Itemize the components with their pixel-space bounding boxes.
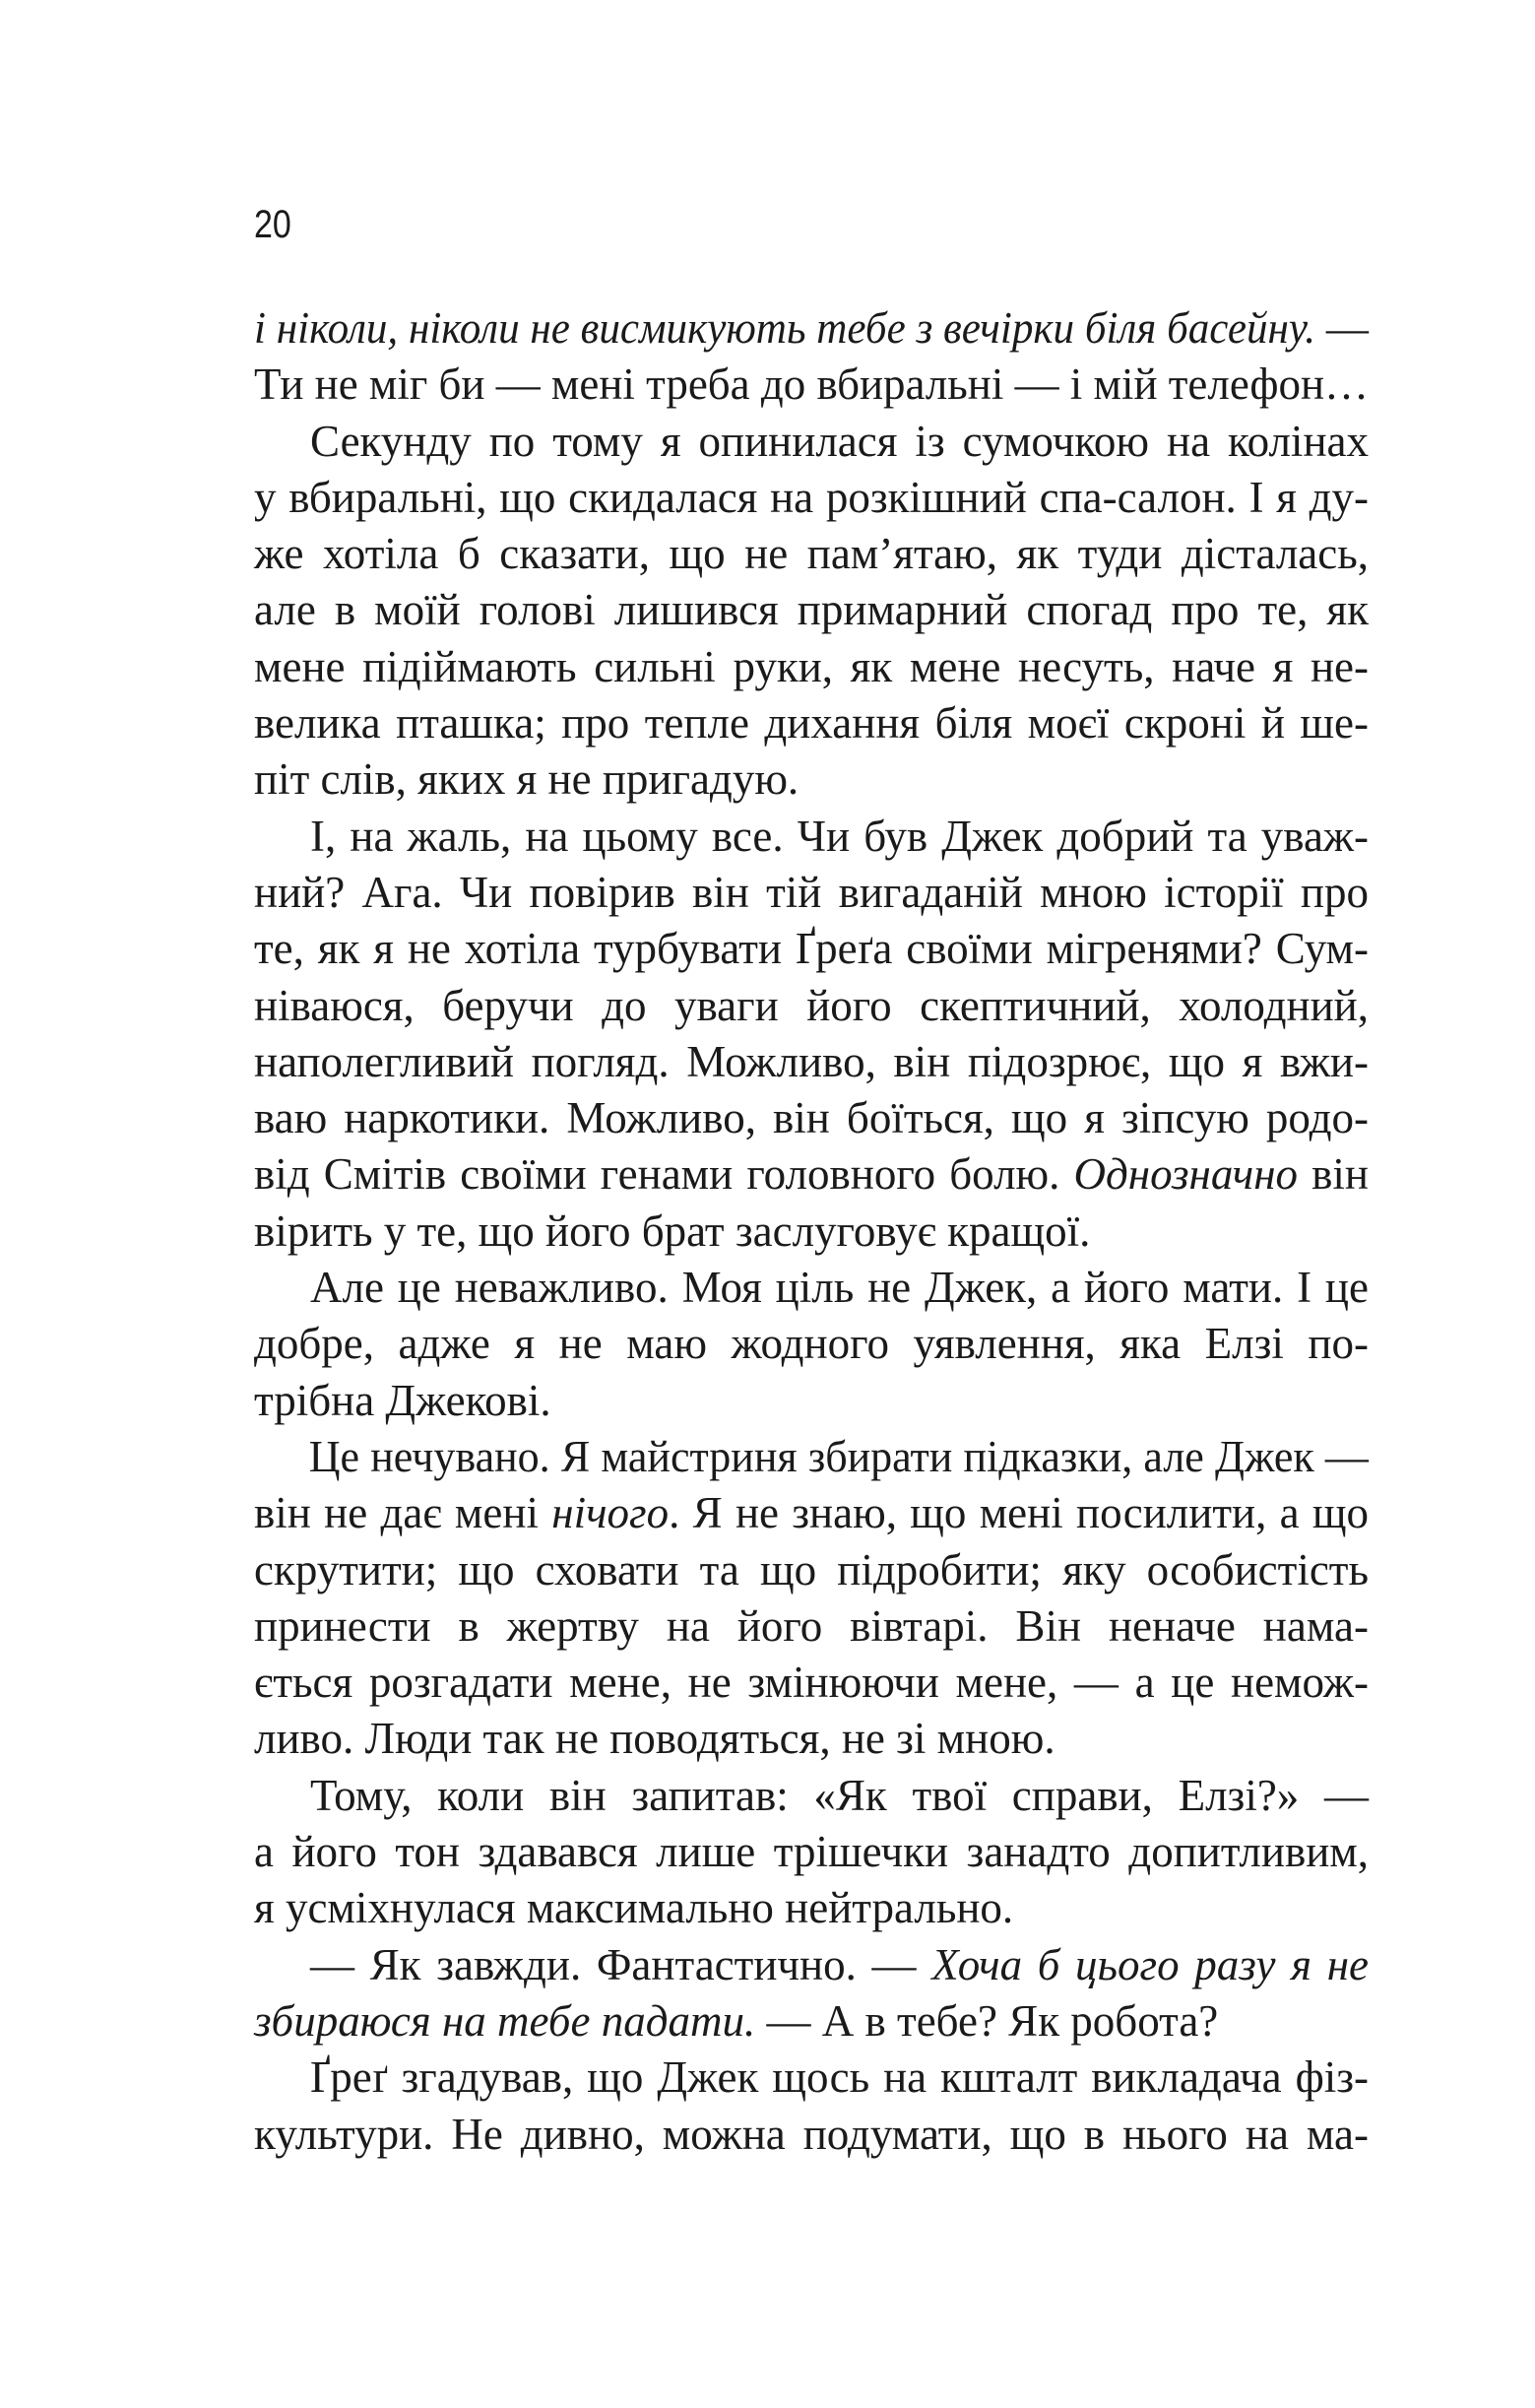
text-line [254, 357, 1369, 413]
text-line [254, 809, 1369, 865]
text-line [254, 526, 1369, 582]
text-line [254, 1993, 1369, 2050]
text-segment: Але це неважливо. Моя ціль не Джек, а його мати. І це [310, 1263, 1369, 1313]
text-segment: я усміхнулася максимально нейтрально. [254, 1883, 1014, 1933]
text-segment: добре, адже я не маю жодного уявлення, яка Елзі по- [254, 1319, 1369, 1369]
text-line [254, 1090, 1369, 1146]
text-line [254, 300, 1369, 357]
text-line [254, 695, 1369, 751]
text-segment: мене підіймають сильні руки, як мене несуть, наче я не- [254, 641, 1369, 691]
text-segment: ваю наркотики. Можливо, він боїться, що я зіпсую родо- [254, 1093, 1369, 1143]
text-segment: Ґреґ згадував, що Джек щось на кшталт викладача фіз- [310, 2052, 1369, 2103]
text-segment: але в моїй голові лишився примарний спогад про те, як [254, 585, 1369, 635]
text-segment: Тому, коли він запитав: «Як твої справи, Елзі?» — [310, 1770, 1369, 1820]
text-line [254, 1260, 1369, 1316]
text-segment: трібна Джекові. [254, 1375, 551, 1425]
text-line [254, 1937, 1369, 1993]
italic-text: нічого [551, 1488, 670, 1538]
text-line [254, 2107, 1369, 2163]
text-segment: . Я не знаю, що мені посилити, а що [669, 1488, 1370, 1538]
page-number: 20 [254, 203, 291, 246]
text-segment: культури. Не дивно, можна подумати, що в нього на ма- [254, 2109, 1369, 2159]
text-line [254, 751, 1369, 808]
text-line [254, 1485, 1369, 1541]
text-line [254, 1204, 1369, 1260]
text-line [254, 1768, 1369, 1824]
text-segment: він не дає мені [254, 1488, 552, 1538]
text-line [254, 1316, 1369, 1372]
text-line [254, 865, 1369, 921]
text-segment: ніваюся, беручи до уваги його скептичний, холодний, [254, 980, 1369, 1030]
text-segment: від Смітів своїми генами головного болю. [254, 1149, 1074, 1200]
text-line [254, 1711, 1369, 1767]
text-line [254, 1373, 1369, 1429]
text-line [254, 582, 1369, 638]
text-segment: же хотіла б сказати, що не пам’ятаю, як туди дісталась, [254, 529, 1369, 579]
text-segment: Секунду по тому я опинилася із сумочкою на колінах [310, 416, 1369, 466]
body-text [254, 300, 1369, 2163]
text-line [254, 1034, 1369, 1090]
text-segment: скрутити; що сховати та що підробити; яку особистість [254, 1544, 1369, 1594]
text-segment: ливо. Люди так не поводяться, не зі мною. [254, 1714, 1055, 1764]
text-segment: — Як завжди. Фантастично. — [310, 1939, 932, 1989]
text-segment: велика пташка; про тепле дихання біля моєї скроні й ше- [254, 698, 1369, 748]
text-segment: Ти не міг би — мені треба до вбиральні — і мій телефон… [254, 359, 1369, 410]
text-segment: а його тон здавався лише трішечки занадто допитливим, [254, 1827, 1369, 1877]
text-line [254, 978, 1369, 1034]
text-segment: принести в жертву на його вівтарі. Він неначе нама- [254, 1600, 1369, 1651]
text-line [254, 470, 1369, 526]
text-line [254, 1598, 1369, 1655]
text-line [254, 2050, 1369, 2106]
text-segment: ється розгадати мене, не змінюючи мене, — а це немож- [254, 1658, 1369, 1708]
text-line [254, 414, 1369, 470]
text-line [254, 1542, 1369, 1598]
text-segment: у вбиральні, що скидалася на розкішний спа-салон. І я ду- [254, 472, 1369, 522]
text-segment: він [1298, 1149, 1369, 1200]
italic-text: і ніколи, ніколи не висмикують тебе з вечірки біля басейну. [254, 303, 1316, 353]
text-segment: вірить у те, що його брат заслуговує кращої. [254, 1205, 1091, 1256]
text-segment: — А в тебе? Як робота? [755, 1995, 1219, 2046]
text-segment: піт слів, яких я не пригадую. [254, 754, 799, 805]
italic-text: збираюся на тебе падати. [254, 1995, 756, 2046]
text-line [254, 1146, 1369, 1203]
italic-text: Однозначно [1073, 1149, 1299, 1200]
text-line [254, 1429, 1369, 1485]
text-segment: І, на жаль, на цьому все. Чи був Джек добрий та уваж- [310, 811, 1369, 861]
text-line [254, 921, 1369, 977]
text-segment: Це нечувано. Я майстриня збирати підказки, але Джек — [308, 1431, 1369, 1481]
text-line [254, 1880, 1369, 1936]
text-segment: те, як я не хотіла турбувати Ґреґа своїми мігренями? Сум- [254, 924, 1369, 974]
text-line [254, 1655, 1369, 1711]
italic-text: Хоча б цього разу я не [931, 1939, 1369, 1989]
text-segment: ний? Ага. Чи повірив він тій вигаданій мною історії про [254, 867, 1369, 917]
text-line [254, 1824, 1369, 1880]
text-line [254, 639, 1369, 695]
text-segment: — [1315, 303, 1369, 353]
text-segment: наполегливий погляд. Можливо, він підозрює, що я вжи- [254, 1036, 1369, 1086]
